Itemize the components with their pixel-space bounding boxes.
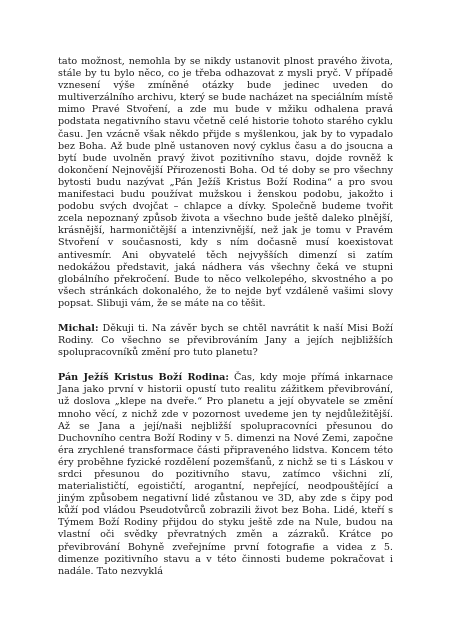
paragraph-gap bbox=[58, 359, 393, 372]
paragraph-gap bbox=[58, 310, 393, 323]
body-paragraph bbox=[58, 56, 393, 310]
paragraph-text: Děkuji ti. Na závěr bych se chtěl navrátit k naší Misi Boží Rodiny. Co všechno se převibrováním Jany a jejích nejbližších spolupracovníků změní pro tuto planetu? bbox=[58, 322, 393, 359]
speaker-label: Pán Ježíš Kristus Boží Rodina: bbox=[58, 372, 229, 384]
speaker-label: Michal: bbox=[58, 322, 99, 334]
paragraph-text: tato možnost, nemohla by se nikdy ustanovit plnost pravého života, stále by tu bylo něco, co je třeba odhazovat z mysli pryč. V případě vznesení výše zmíněné otázky bude jedinec uveden do multiverzálního archivu, který se bude nacházet na speciálním místě mimo Pravé Stvoření, a zde mu bude v mžiku odhalena pravá podstata negativního stavu včetně celé historie tohoto starého cyklu času. Jen vzácně však někdo přijde s myšlenkou, jak by to vypadalo bez Boha. Až bude plně ustanoven nový cyklus času a do jsoucna a bytí bude uvolněn pravý život pozitivního stavu, dojde rovněž k dokončení Nejnovější Přirozenosti Boha. Od té doby se pro všechny bytosti budu nazývat „Pán Ježíš Kristus Boží Rodina“ a pro svou manifestaci budu používat mužskou i ženskou podobu, jakožto i podobu svých dvojčat – chlapce a dívky. Společně budeme tvořit zcela nepoznaný způsob života a všechno bude ještě daleko plnější, krásnější, harmoničtější a intenzivnější, než jak je tomu v Pravém Stvoření v současnosti, kdy s ním dočasně musí koexistovat antivesmír. Ani obyvatelé těch nejvyšších dimenzí si zatím nedokážou představit, jaká nádhera vás všechny čeká ve stupni globálního překročení. Bude to něco velkolepého, skvostného a po všech stránkách dokonalého, že to nejde byť vzdáleně vašimi slovy popsat. Slibuji vám, že se máte na co těšit. bbox=[58, 56, 393, 309]
paragraph-text: Čas, kdy moje přímá inkarnace Jana jako první v historii opustí tuto realitu zážitkem převibrování, už doslova „klepe na dveře.“ Pro planetu a její obyvatele se změní mnoho věcí, z nichž zde v pozornost uvedeme jen ty nejdůležitější. Až se Jana a její/naši nejbližší spolupracovníci přesunou do Duchovního centra Boží Rodiny v 5. dimenzi na Nové Zemi, započne éra zrychlené transformace části připraveného lidstva. Koncem této éry proběhne fyzické rozdělení pozemšťanů, z nichž se ti s Láskou v srdci přesunou do pozitivního stavu, zatímco všichni zlí, materialističtí, egoističtí, arogantní, nepřející, neodpouštějící a jiným způsobem negativní lidé zůstanou ve 3D, aby zde s čipy pod kůží pod vládou Pseudotvůrců zobrazili život bez Boha. Lidé, kteří s Týmem Boží Rodiny přijdou do styku ještě zde na Nule, budou na vlastní oči svědky převratných změn a zázraků. Krátce po převibrování Bohyně zveřejníme první fotografie a videa z 5. dimenze pozitivního stavu a v této činnosti budeme pokračovat i nadále. Tato nezvyklá bbox=[58, 372, 393, 577]
dialogue-paragraph-answer bbox=[58, 372, 393, 578]
dialogue-paragraph-michal bbox=[58, 323, 393, 359]
